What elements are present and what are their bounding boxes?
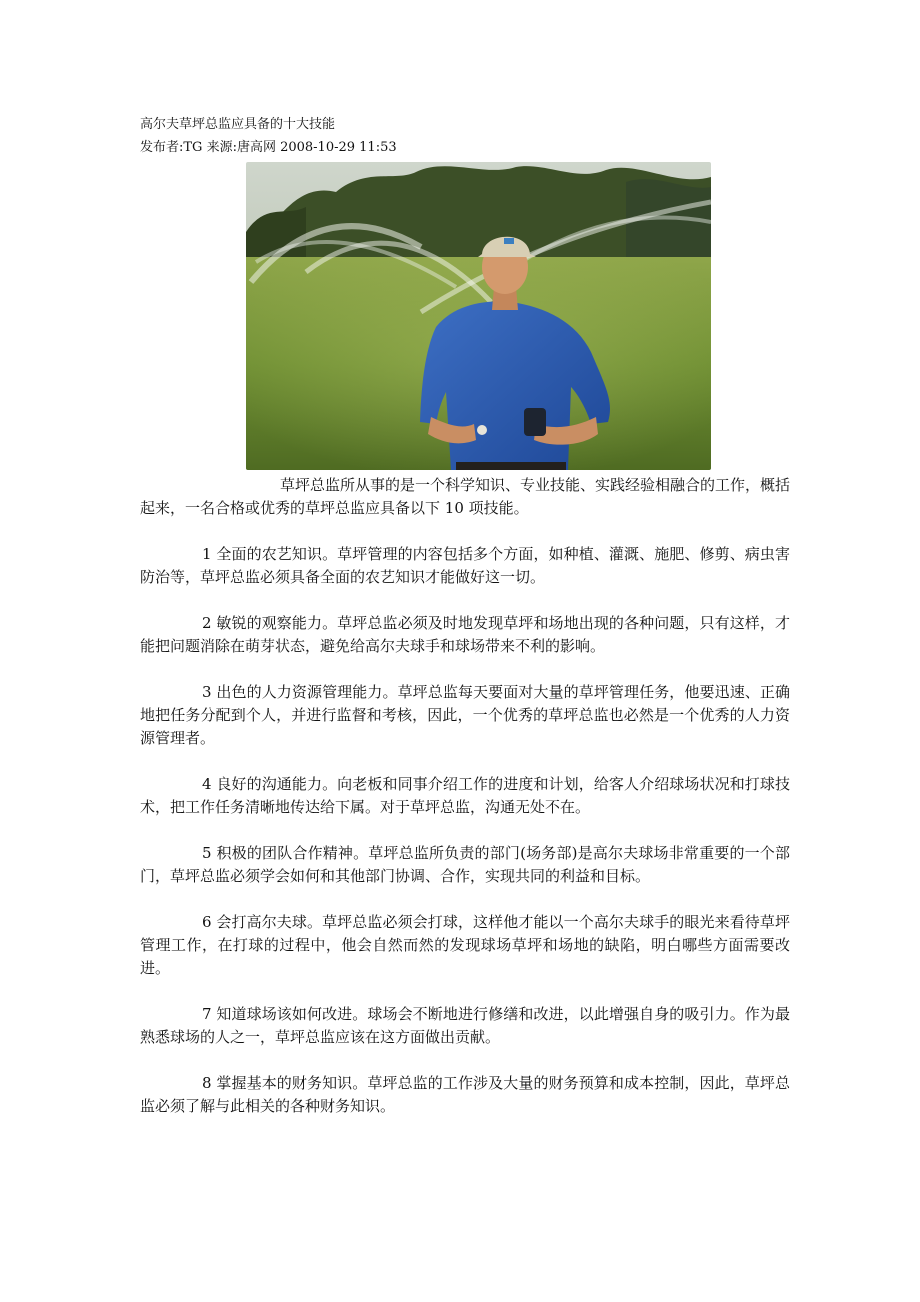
skill-paragraph: 1 全面的农艺知识。草坪管理的内容包括多个方面，如种植、灌溉、施肥、修剪、病虫害防治等，草坪总监必须具备全面的农艺知识才能做好这一切。	[140, 545, 790, 586]
golf-superintendent-image	[246, 162, 711, 470]
skill-paragraph: 5 积极的团队合作精神。草坪总监所负责的部门(场务部)是高尔夫球场非常重要的一个部门，草坪总监必须学会如何和其他部门协调、合作，实现共同的利益和目标。	[140, 844, 790, 885]
article-title: 高尔夫草坪总监应具备的十大技能	[140, 117, 336, 132]
skill-paragraph: 8 掌握基本的财务知识。草坪总监的工作涉及大量的财务预算和成本控制，因此，草坪总监必须了解与此相关的各种财务知识。	[140, 1074, 790, 1115]
skill-paragraph: 7 知道球场该如何改进。球场会不断地进行修缮和改进，以此增强自身的吸引力。作为最熟悉球场的人之一，草坪总监应该在这方面做出贡献。	[140, 1005, 790, 1046]
intro-paragraph: 草坪总监所从事的是一个科学知识、专业技能、实践经验相融合的工作，概括起来，一名合格或优秀的草坪总监应具备以下 10 项技能。	[140, 476, 791, 517]
skill-paragraph: 6 会打高尔夫球。草坪总监必须会打球，这样他才能以一个高尔夫球手的眼光来看待草坪管理工作，在打球的过程中，他会自然而然的发现球场草坪和场地的缺陷，明白哪些方面需要改进。	[140, 913, 790, 977]
article-meta: 发布者:TG 来源:唐高网 2008-10-29 11:53	[140, 140, 397, 155]
article-photo	[246, 162, 711, 470]
skill-paragraph: 2 敏锐的观察能力。草坪总监必须及时地发现草坪和场地出现的各种问题，只有这样，才能把问题消除在萌芽状态，避免给高尔夫球手和球场带来不利的影响。	[140, 614, 790, 655]
article-body	[140, 474, 790, 1141]
skill-paragraph: 3 出色的人力资源管理能力。草坪总监每天要面对大量的草坪管理任务，他要迅速、正确地把任务分配到个人，并进行监督和考核，因此，一个优秀的草坪总监也必然是一个优秀的人力资源管理者。	[140, 683, 790, 747]
skill-paragraph: 4 良好的沟通能力。向老板和同事介绍工作的进度和计划，给客人介绍球场状况和打球技术，把工作任务清晰地传达给下属。对于草坪总监，沟通无处不在。	[140, 775, 790, 816]
